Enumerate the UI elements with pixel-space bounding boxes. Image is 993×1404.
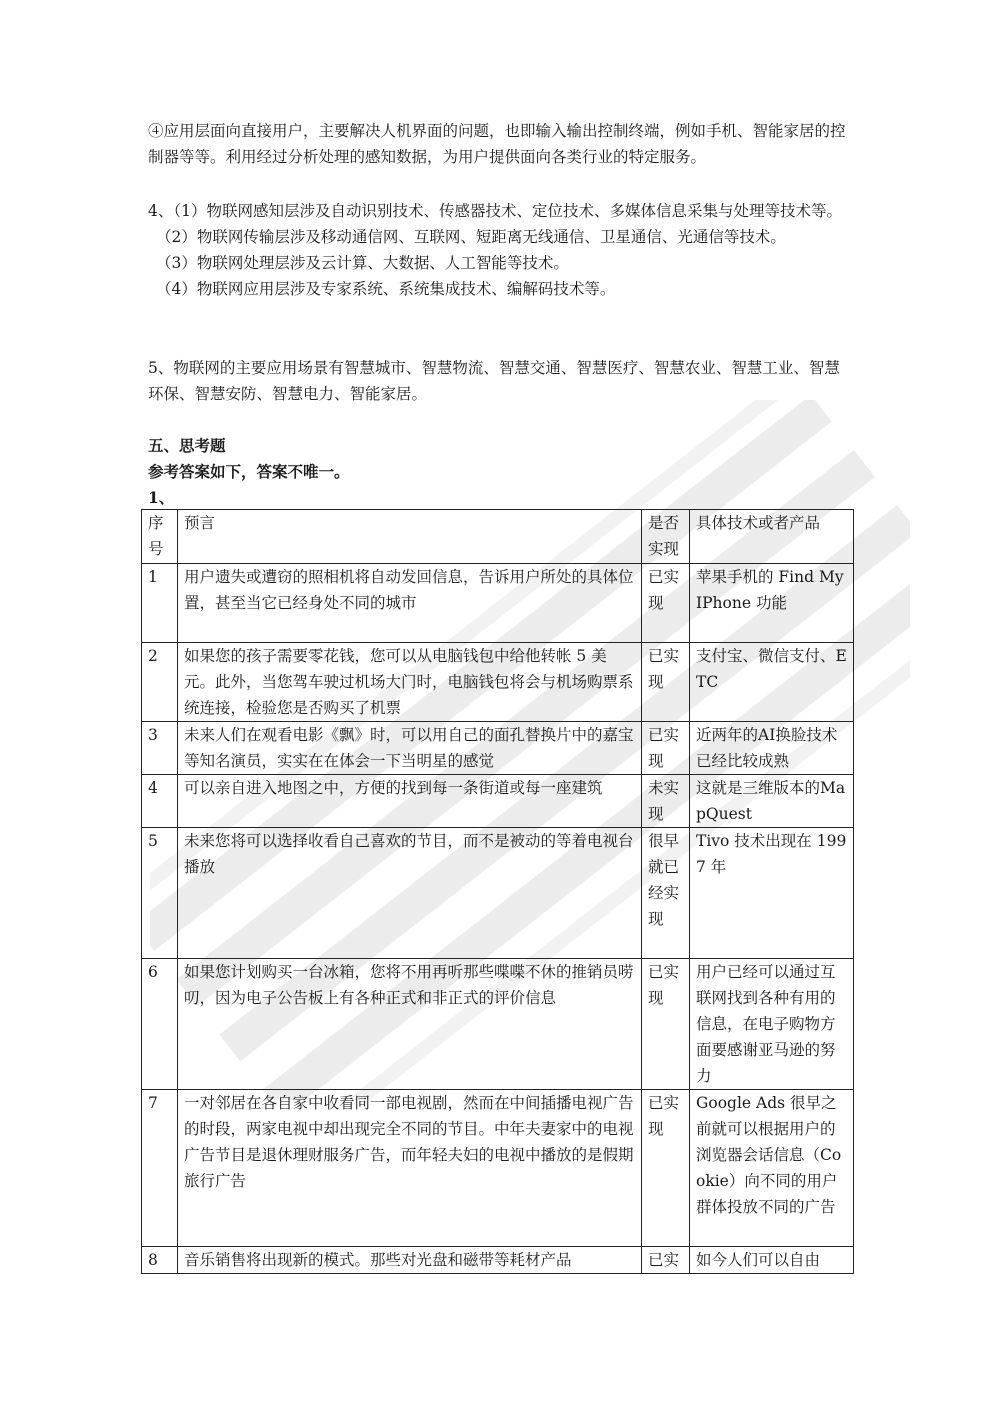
header-tech: 具体技术或者产品: [690, 510, 854, 564]
row-tech: 这就是三维版本的MapQuest: [690, 775, 854, 828]
item-4-perception: 4、（1）物联网感知层涉及自动识别技术、传感器技术、定位技术、多媒体信息采集与处理等技术等。: [148, 202, 842, 220]
row-num: 7: [142, 1090, 178, 1247]
header-realized: 是否实现: [642, 510, 690, 564]
item-4-processing: （3）物联网处理层涉及云计算、大数据、人工智能等技术。: [156, 254, 569, 272]
row-tech: 用户已经可以通过互联网找到各种有用的信息，在电子购物方面要感谢亚马逊的努力: [690, 959, 854, 1090]
paragraph-application-layer: ④应用层面向直接用户，主要解决人机界面的问题，也即输入输出控制终端，例如手机、智能家居的控制器等等。利用经过分析处理的感知数据，为用户提供面向各类行业的特定服务。: [148, 122, 846, 166]
table-row: [142, 1247, 854, 1274]
header-prophecy: 预言: [178, 510, 642, 564]
header-num: 序号: [142, 510, 178, 564]
row-num: 6: [142, 959, 178, 1090]
row-prophecy: 可以亲自进入地图之中，方便的找到每一条街道或每一座建筑: [178, 775, 642, 828]
row-realized: 已实现: [642, 722, 690, 775]
item-4-application: （4）物联网应用层涉及专家系统、系统集成技术、编解码技术等。: [156, 280, 616, 298]
row-num: 4: [142, 775, 178, 828]
prophecy-table: [141, 509, 854, 1274]
section-note: 参考答案如下，答案不唯一。: [148, 462, 350, 481]
row-tech: Tivo 技术出现在 1997 年: [690, 828, 854, 959]
paragraph-item-5: 5、物联网的主要应用场景有智慧城市、智慧物流、智慧交通、智慧医疗、智慧农业、智慧工业、智慧环保、智慧安防、智慧电力、智能家居。: [148, 359, 840, 403]
table-row: [142, 643, 854, 722]
table-header-row: [142, 510, 854, 564]
table-row: [142, 1090, 854, 1247]
table-row: [142, 959, 854, 1090]
row-realized: 已实现: [642, 1090, 690, 1247]
row-tech: 近两年的AI换脸技术已经比较成熟: [690, 722, 854, 775]
table-row: [142, 722, 854, 775]
row-num: 5: [142, 828, 178, 959]
row-prophecy: 未来您将可以选择收看自己喜欢的节目，而不是被动的等着电视台播放: [178, 828, 642, 959]
row-prophecy: 用户遗失或遭窃的照相机将自动发回信息，告诉用户所处的具体位置，甚至当它已经身处不同的城市: [178, 564, 642, 643]
section-title: 五、思考题: [148, 436, 226, 455]
row-prophecy: 如果您计划购买一台冰箱，您将不用再听那些喋喋不休的推销员唠叨，因为电子公告板上有各种正式和非正式的评价信息: [178, 959, 642, 1090]
question-label: 1、: [148, 488, 175, 507]
row-realized: 已实现: [642, 564, 690, 643]
table-row: [142, 828, 854, 959]
row-realized: 很早就已经实现: [642, 828, 690, 959]
row-num: 8: [142, 1247, 178, 1274]
item-4-transport: （2）物联网传输层涉及移动通信网、互联网、短距离无线通信、卫星通信、光通信等技术。: [156, 228, 786, 246]
row-tech: 支付宝、微信支付、ETC: [690, 643, 854, 722]
row-tech: Google Ads 很早之前就可以根据用户的浏览器会话信息（Cookie）向不同的用户群体投放不同的广告: [690, 1090, 854, 1247]
paragraph-item-4: [148, 198, 848, 302]
row-tech: 苹果手机的 Find My IPhone 功能: [690, 564, 854, 643]
row-prophecy: 未来人们在观看电影《飘》时，可以用自己的面孔替换片中的嘉宝等知名演员，实实在在体会一下当明星的感觉: [178, 722, 642, 775]
row-prophecy: 如果您的孩子需要零花钱，您可以从电脑钱包中给他转帐 5 美元。此外，当您驾车驶过机场大门时，电脑钱包将会与机场购票系统连接，检验您是否购买了机票: [178, 643, 642, 722]
row-realized: 未实现: [642, 775, 690, 828]
row-prophecy: 一对邻居在各自家中收看同一部电视剧，然而在中间插播电视广告的时段，两家电视中却出现完全不同的节目。中年夫妻家中的电视广告节目是退休理财服务广告，而年轻夫妇的电视中播放的是假期旅行广告: [178, 1090, 642, 1247]
row-realized: 已实现: [642, 959, 690, 1090]
row-realized: 已实: [642, 1247, 690, 1274]
row-num: 1: [142, 564, 178, 643]
row-num: 2: [142, 643, 178, 722]
row-prophecy: 音乐销售将出现新的模式。那些对光盘和磁带等耗材产品: [178, 1247, 642, 1274]
row-realized: 已实现: [642, 643, 690, 722]
section-thinking-questions: [148, 433, 848, 511]
table-row: [142, 775, 854, 828]
row-tech: 如今人们可以自由: [690, 1247, 854, 1274]
table-row: [142, 564, 854, 643]
row-num: 3: [142, 722, 178, 775]
